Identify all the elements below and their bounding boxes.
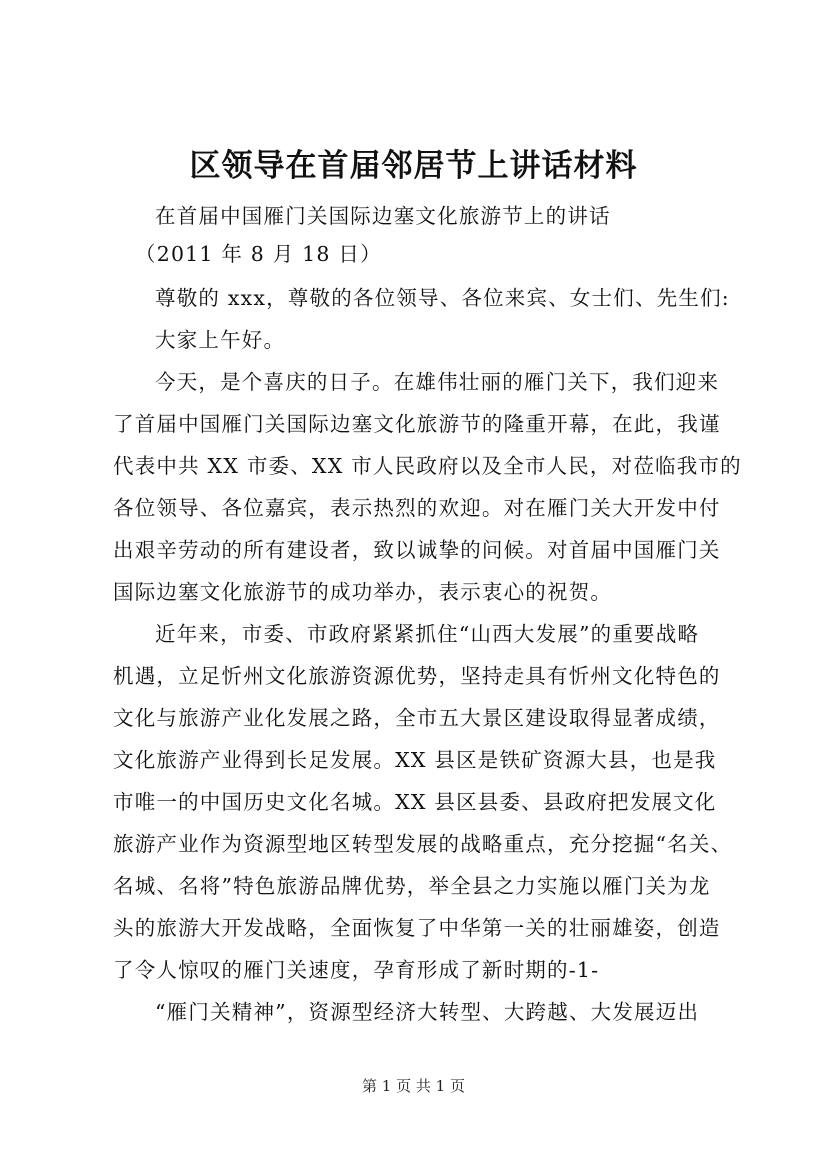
paragraph-line: “雁门关精神”，资源型经济大转型、大跨越、大发展迈出: [155, 1000, 700, 1024]
salutation: 尊敬的 xxx，尊敬的各位领导、各位来宾、女士们、先生们:: [155, 286, 730, 310]
page-number-footer: 第 1 页 共 1 页: [362, 1077, 465, 1095]
paragraph-line: 文化旅游产业得到长足发展。XX 县区是铁矿资源大县，也是我: [113, 748, 717, 772]
paragraph-line: 了首届中国雁门关国际边塞文化旅游节的隆重开幕，在此，我谨: [113, 412, 721, 436]
paragraph-line: 名城、名将”特色旅游品牌优势，举全县之力实施以雁门关为龙: [113, 874, 711, 898]
greeting: 大家上午好。: [155, 328, 286, 352]
paragraph-line: 代表中共 XX 市委、XX 市人民政府以及全市人民，对莅临我市的: [113, 454, 742, 478]
paragraph-line: 旅游产业作为资源型地区转型发展的战略重点，充分挖掘“名关、: [113, 832, 733, 856]
paragraph-line: 文化与旅游产业化发展之路，全市五大景区建设取得显著成绩，: [113, 706, 721, 730]
paragraph-line: 国际边塞文化旅游节的成功举办，表示衷心的祝贺。: [113, 580, 613, 604]
paragraph-line: 市唯一的中国历史文化名城。XX 县区县委、县政府把发展文化: [113, 790, 717, 814]
paragraph-line: 各位领导、各位嘉宾，表示热烈的欢迎。对在雁门关大开发中付: [113, 496, 721, 520]
paragraph-line: 头的旅游大开发战略，全面恢复了中华第一关的壮丽雄姿，创造: [113, 916, 721, 940]
paragraph-line: 了令人惊叹的雁门关速度，孕育形成了新时期的-1-: [113, 958, 600, 982]
document-title: 区领导在首届邻居节上讲话材料: [189, 148, 638, 184]
speech-date: （2011 年 8 月 18 日）: [135, 242, 382, 266]
speech-heading: 在首届中国雁门关国际边塞文化旅游节上的讲话: [155, 204, 611, 228]
paragraph-line: 机遇，立足忻州文化旅游资源优势，坚持走具有忻州文化特色的: [113, 664, 721, 688]
paragraph-line: 近年来，市委、市政府紧紧抓住“山西大发展”的重要战略: [155, 622, 700, 646]
paragraph-line: 今天，是个喜庆的日子。在雄伟壮丽的雁门关下，我们迎来: [155, 370, 720, 394]
paragraph-line: 出艰辛劳动的所有建设者，致以诚挚的问候。对首届中国雁门关: [113, 538, 721, 562]
